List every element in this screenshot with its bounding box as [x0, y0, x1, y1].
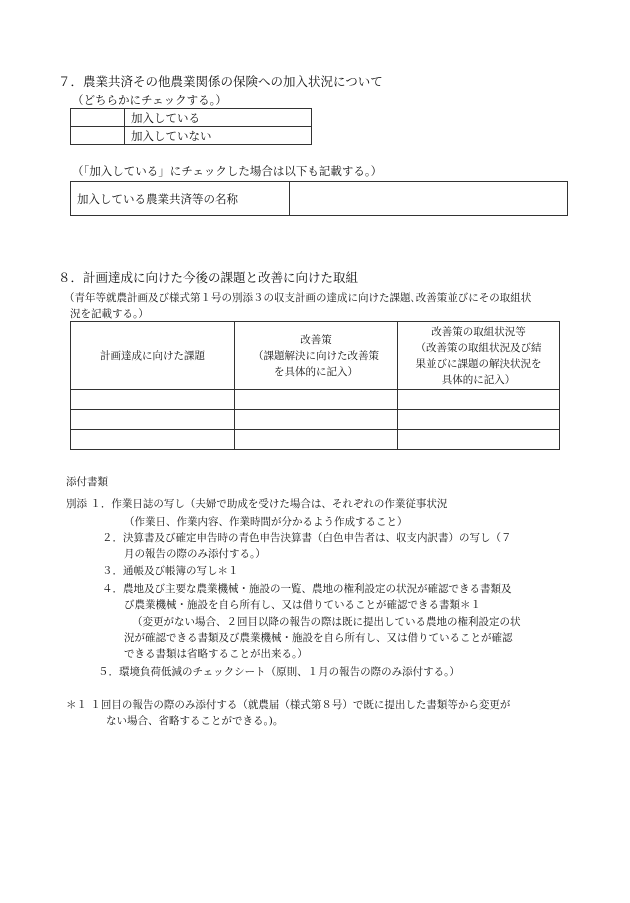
- attachment-line: （作業日、作業内容、作業時間が分かるよう作成すること）: [124, 516, 408, 528]
- attachment-line: ２．決算書及び確定申告時の青色申告決算書（白色申告者は、収支内訳書）の写し（７: [102, 532, 512, 544]
- header-status: [398, 322, 560, 390]
- attachment-line: ４．農地及び主要な農業機械・施設の一覧、農地の権利設定の状況が確認できる書類及: [102, 583, 512, 595]
- header-improvement-line1: 改善策: [300, 333, 332, 346]
- option-not-enrolled: 加入していない: [125, 127, 312, 145]
- attachment-line: び農業機械・施設を自ら所有し、又は借りていることが確認できる書類＊１: [124, 599, 481, 611]
- table-cell[interactable]: [235, 410, 398, 430]
- table-cell[interactable]: [235, 430, 398, 450]
- section8-note-line2: 況を記載する。）: [70, 308, 149, 320]
- insurance-checkbox-table: [70, 108, 312, 145]
- section7-instruction: （どちらかにチェックする。）: [72, 93, 227, 107]
- attachment-line: ３．通帳及び帳簿の写し＊１: [102, 565, 239, 577]
- table-row: [71, 430, 560, 450]
- insurance-name-label: 加入している農業共済等の名称: [71, 182, 290, 216]
- header-challenges: 計画達成に向けた課題: [71, 322, 235, 390]
- header-improvement-line2: （課題解決に向けた改善策: [253, 349, 379, 362]
- attachment-line: 況が確認できる書類及び農業機械・施設を自ら所有し、又は借りていることが確認: [124, 632, 513, 644]
- attachment-line: ５．環境負荷低減のチェックシート（原則、１月の報告の際のみ添付する。）: [98, 666, 460, 678]
- table-cell[interactable]: [398, 390, 560, 410]
- table-cell[interactable]: [398, 410, 560, 430]
- table-cell[interactable]: [398, 430, 560, 450]
- header-status-line3: 果並びに課題の解決状況を: [415, 357, 542, 370]
- checkbox-cell-enrolled[interactable]: [71, 109, 125, 127]
- table-row: [71, 390, 560, 410]
- checkbox-cell-not-enrolled[interactable]: [71, 127, 125, 145]
- table-cell[interactable]: [71, 390, 235, 410]
- header-status-line1: 改善策の取組状況等: [431, 325, 526, 338]
- section8-heading: ８．計画達成に向けた今後の課題と改善に向けた取組: [58, 270, 359, 285]
- section7-note: （「加入している」にチェックした場合は以下も記載する。）: [72, 164, 383, 178]
- header-improvement-line3: を具体的に記入）: [274, 365, 358, 378]
- footnote-line1: ＊１ １回目の報告の際のみ添付する（就農届（様式第８号）で既に提出した書類等から変更が: [66, 699, 511, 711]
- section8-note-line1: （青年等就農計画及び様式第１号の別添３の収支計画の達成に向けた課題､改善策並びにその取組状: [64, 292, 532, 304]
- insurance-name-table: [70, 181, 568, 216]
- attachment-line: できる書類は省略することが出来る。）: [124, 648, 308, 660]
- footnote-line2: ない場合、省略することができる。)。: [106, 715, 284, 727]
- table-cell[interactable]: [71, 410, 235, 430]
- header-improvement: [235, 322, 398, 390]
- header-status-line2: （改善策の取組状況及び結: [415, 341, 542, 354]
- insurance-name-field[interactable]: [290, 182, 568, 216]
- header-status-line4: 具体的に記入）: [441, 373, 516, 386]
- section7-heading: ７．農業共済その他農業関係の保険への加入状況について: [58, 74, 383, 89]
- attachment-line: 別添 １．作業日誌の写し（夫婦で助成を受けた場合は、それぞれの作業従事状況: [66, 498, 448, 510]
- attachment-line: （変更がない場合、２回目以降の報告の際は既に提出している農地の権利設定の状: [132, 616, 521, 628]
- attachment-line: 月の報告の際のみ添付する。）: [124, 548, 266, 560]
- attachments-title: 添付書類: [66, 476, 108, 488]
- table-cell[interactable]: [235, 390, 398, 410]
- table-row: [71, 410, 560, 430]
- table-cell[interactable]: [71, 430, 235, 450]
- improvement-table: [70, 321, 560, 450]
- option-enrolled: 加入している: [125, 109, 312, 127]
